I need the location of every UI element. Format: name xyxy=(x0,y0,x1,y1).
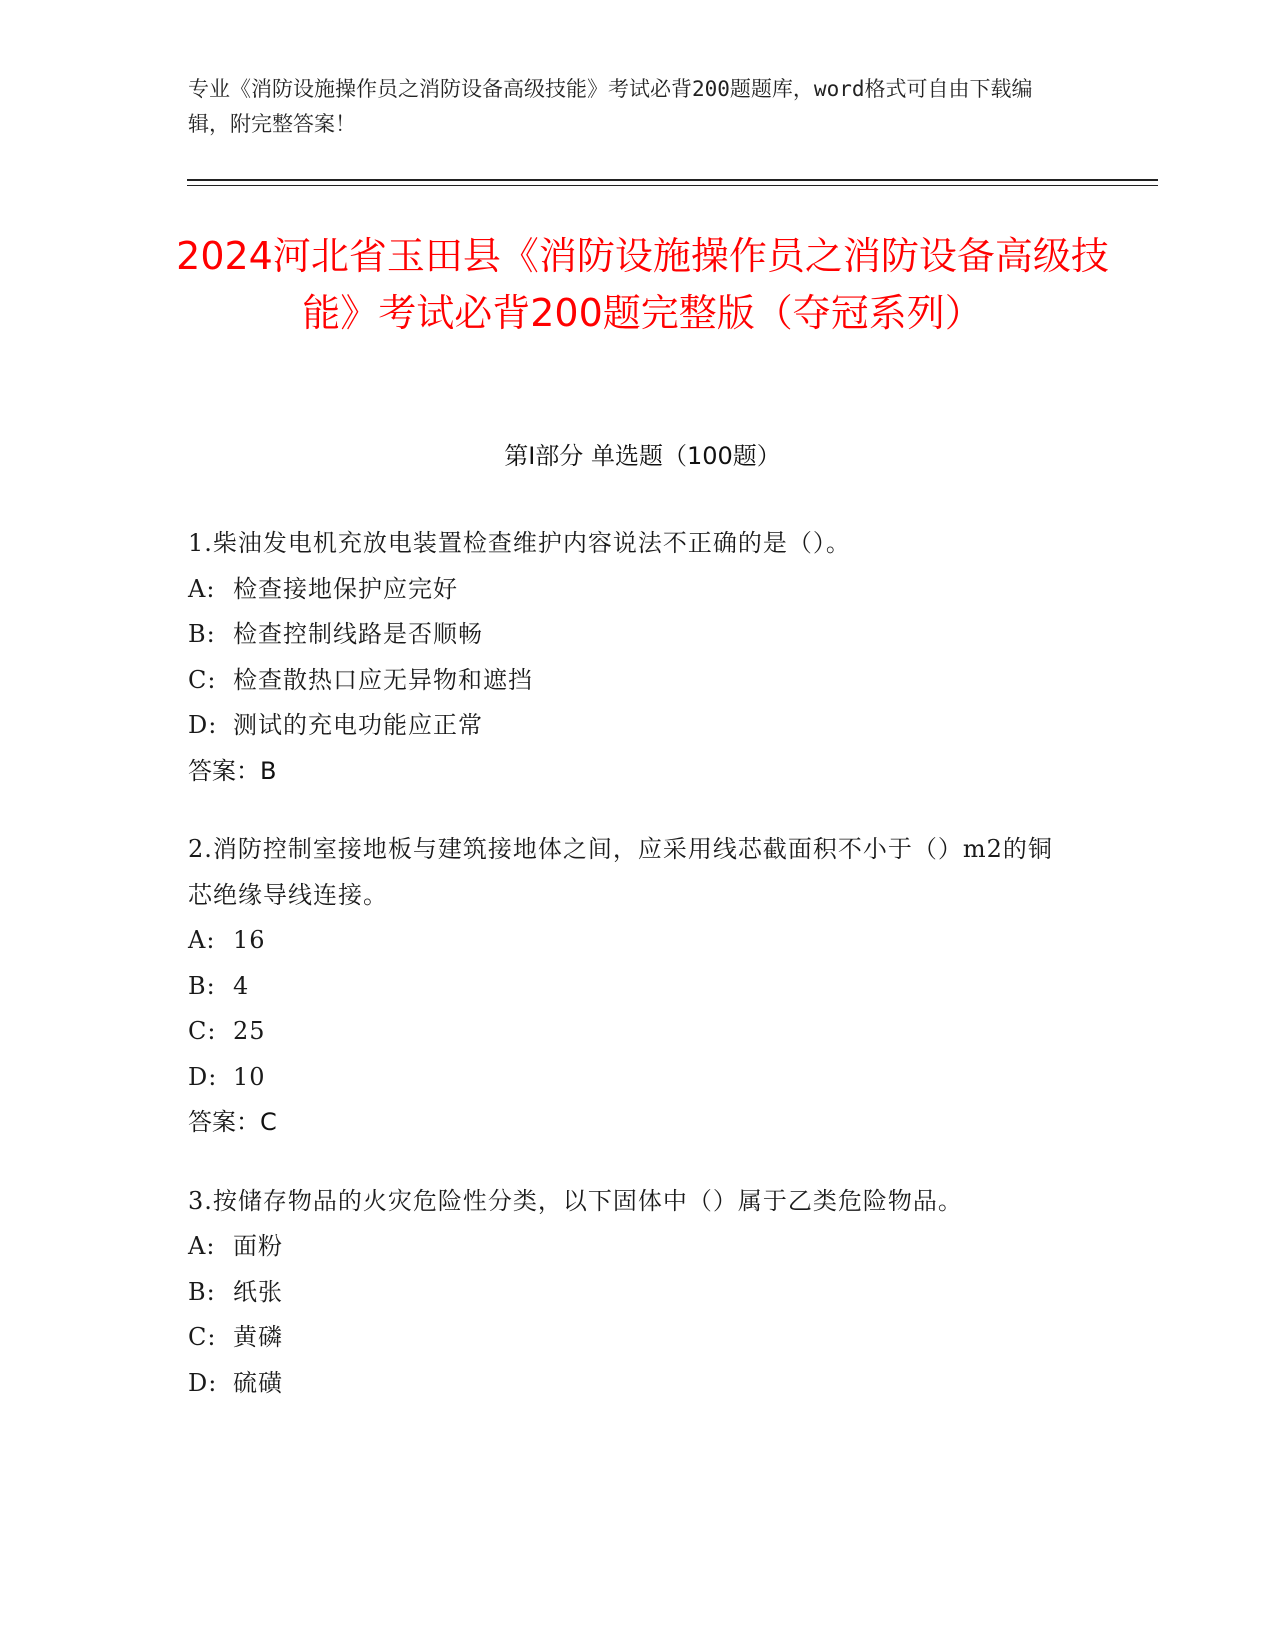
option-letter: C: xyxy=(188,1017,217,1045)
option-a xyxy=(188,567,1068,613)
question-list xyxy=(188,521,1068,1439)
answer: 答案：B xyxy=(188,756,277,785)
option-letter: B: xyxy=(188,620,216,648)
option-text: 纸张 xyxy=(233,1277,283,1306)
option-letter: C: xyxy=(188,1323,217,1351)
option-letter: D: xyxy=(188,711,218,739)
option-text: 黄磷 xyxy=(233,1323,283,1351)
option-text: 10 xyxy=(233,1062,266,1091)
option-letter: A: xyxy=(188,926,216,954)
header-divider-thick xyxy=(187,179,1158,181)
option-letter: D: xyxy=(188,1368,218,1397)
option-c xyxy=(188,658,1068,704)
question-stem: 1.柴油发电机充放电装置检查维护内容说法不正确的是（）。 xyxy=(188,529,851,557)
option-text: 4 xyxy=(233,971,250,1000)
option-d xyxy=(188,1361,1068,1407)
option-text: 检查控制线路是否顺畅 xyxy=(233,620,483,648)
option-a xyxy=(188,1224,1068,1270)
option-text: 16 xyxy=(233,926,266,954)
question-2 xyxy=(188,827,1068,1146)
option-letter: A: xyxy=(188,574,216,603)
question-stem: 3.按储存物品的火灾危险性分类，以下固体中（）属于乙类危险物品。 xyxy=(188,1186,963,1215)
option-a xyxy=(188,918,1068,964)
header-divider-thin xyxy=(187,185,1158,186)
section-title: 第I部分 单选题（100题） xyxy=(504,442,781,470)
option-c xyxy=(188,1315,1068,1361)
option-letter: B: xyxy=(188,1277,216,1306)
option-b xyxy=(188,612,1068,658)
option-letter: A: xyxy=(188,1232,216,1260)
option-text: 25 xyxy=(233,1017,266,1045)
option-d xyxy=(188,703,1068,749)
option-letter: C: xyxy=(188,665,217,694)
option-d xyxy=(188,1055,1068,1101)
question-3 xyxy=(188,1179,1068,1407)
option-b xyxy=(188,1270,1068,1316)
question-stem: 2.消防控制室接地板与建筑接地体之间，应采用线芯截面积不小于（）m2的铜芯绝缘导线连接。 xyxy=(188,835,1053,909)
option-b xyxy=(188,964,1068,1010)
option-text: 面粉 xyxy=(233,1232,283,1260)
option-text: 测试的充电功能应正常 xyxy=(233,711,483,739)
option-letter: D: xyxy=(188,1062,218,1091)
option-c xyxy=(188,1009,1068,1055)
document-title: 2024河北省玉田县《消防设施操作员之消防设备高级技能》考试必背200题完整版（夺冠系列） xyxy=(176,234,1109,335)
question-1 xyxy=(188,521,1068,794)
option-text: 检查接地保护应完好 xyxy=(233,574,458,603)
header-note: 专业《消防设施操作员之消防设备高级技能》考试必背200题题库，word格式可自由下载编辑，附完整答案！ xyxy=(188,77,1033,136)
option-letter: B: xyxy=(188,971,216,1000)
option-text: 检查散热口应无异物和遮挡 xyxy=(233,665,533,694)
option-text: 硫磺 xyxy=(233,1368,283,1397)
answer: 答案：C xyxy=(188,1108,277,1136)
